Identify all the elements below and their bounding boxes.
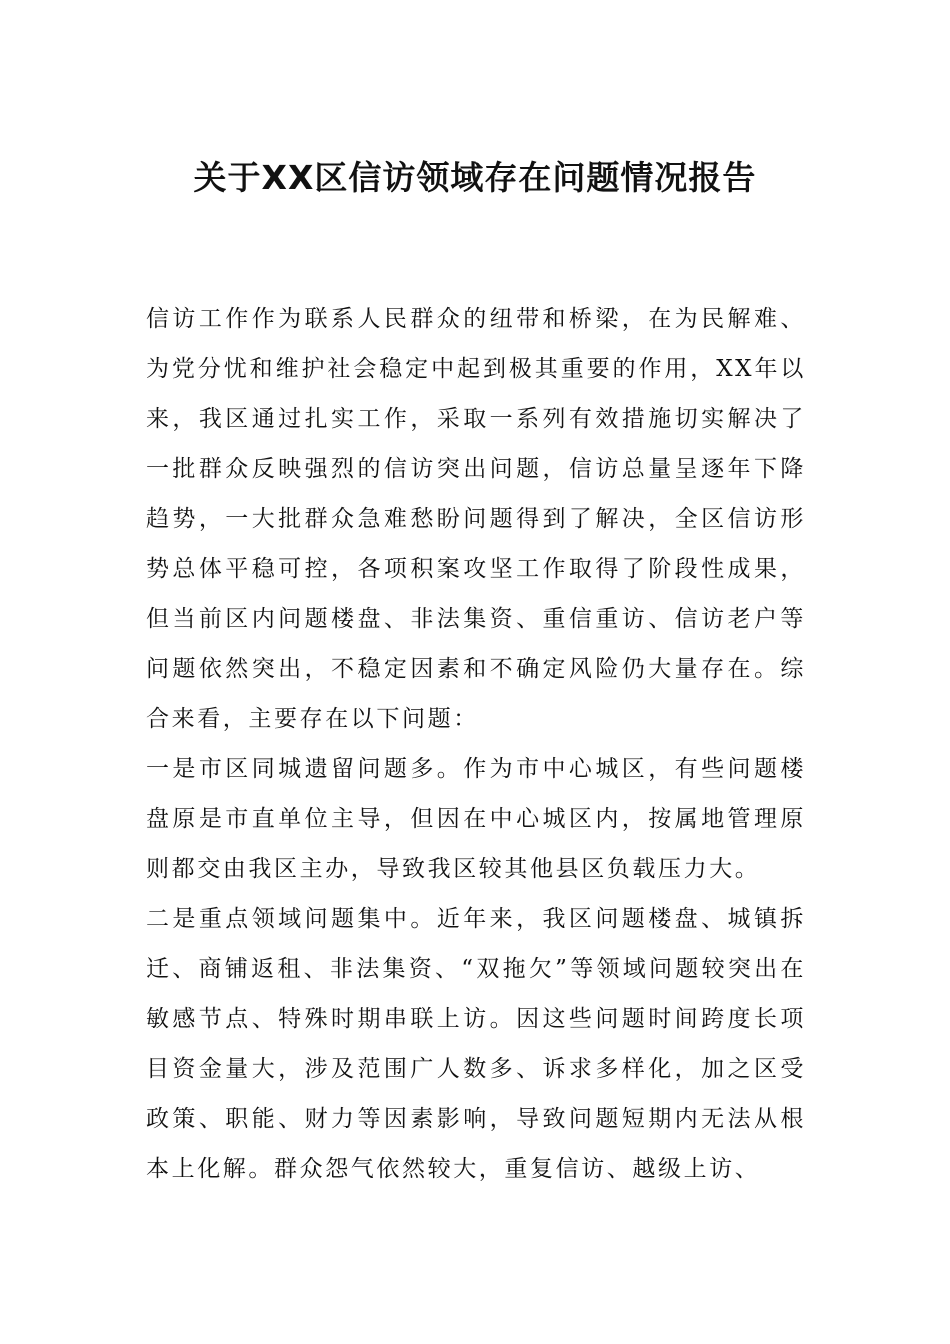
document-title: 关于XX区信访领域存在问题情况报告 (193, 158, 757, 197)
intro-paragraph: 信访工作作为联系人民群众的纽带和桥梁，在为民解难、为党分忧和维护社会稳定中起到极其重要的作用，XX年以来，我区通过扎实工作，采取一系列有效措施切实解决了一批群众反映强烈的信访突出问题，信访总量呈逐年下降趋势，一大批群众急难愁盼问题得到了解决，全区信访形势总体平稳可控，各项积案攻坚工作取得了阶段性成果，但当前区内问题楼盘、非法集资、重信重访、信访老户等问题依然突出，不稳定因素和不确定风险仍大量存在。综合来看，主要存在以下问题： (146, 306, 806, 732)
problem-one-paragraph: 一是市区同城遗留问题多。作为市中心城区，有些问题楼盘原是市直单位主导，但因在中心城区内，按属地管理原则都交由我区主办，导致我区较其他县区负载压力大。 (146, 756, 806, 882)
problem-two-paragraph: 二是重点领域问题集中。近年来，我区问题楼盘、城镇拆迁、商铺返租、非法集资、“双拖欠”等领域问题较突出在敏感节点、特殊时期串联上访。因这些问题时间跨度长项目资金量大，涉及范围广人数多、诉求多样化，加之区受政策、职能、财力等因素影响，导致问题短期内无法从根本上化解。群众怨气依然较大，重复信访、越级上访、 (146, 906, 806, 1182)
document-body (146, 294, 806, 1194)
